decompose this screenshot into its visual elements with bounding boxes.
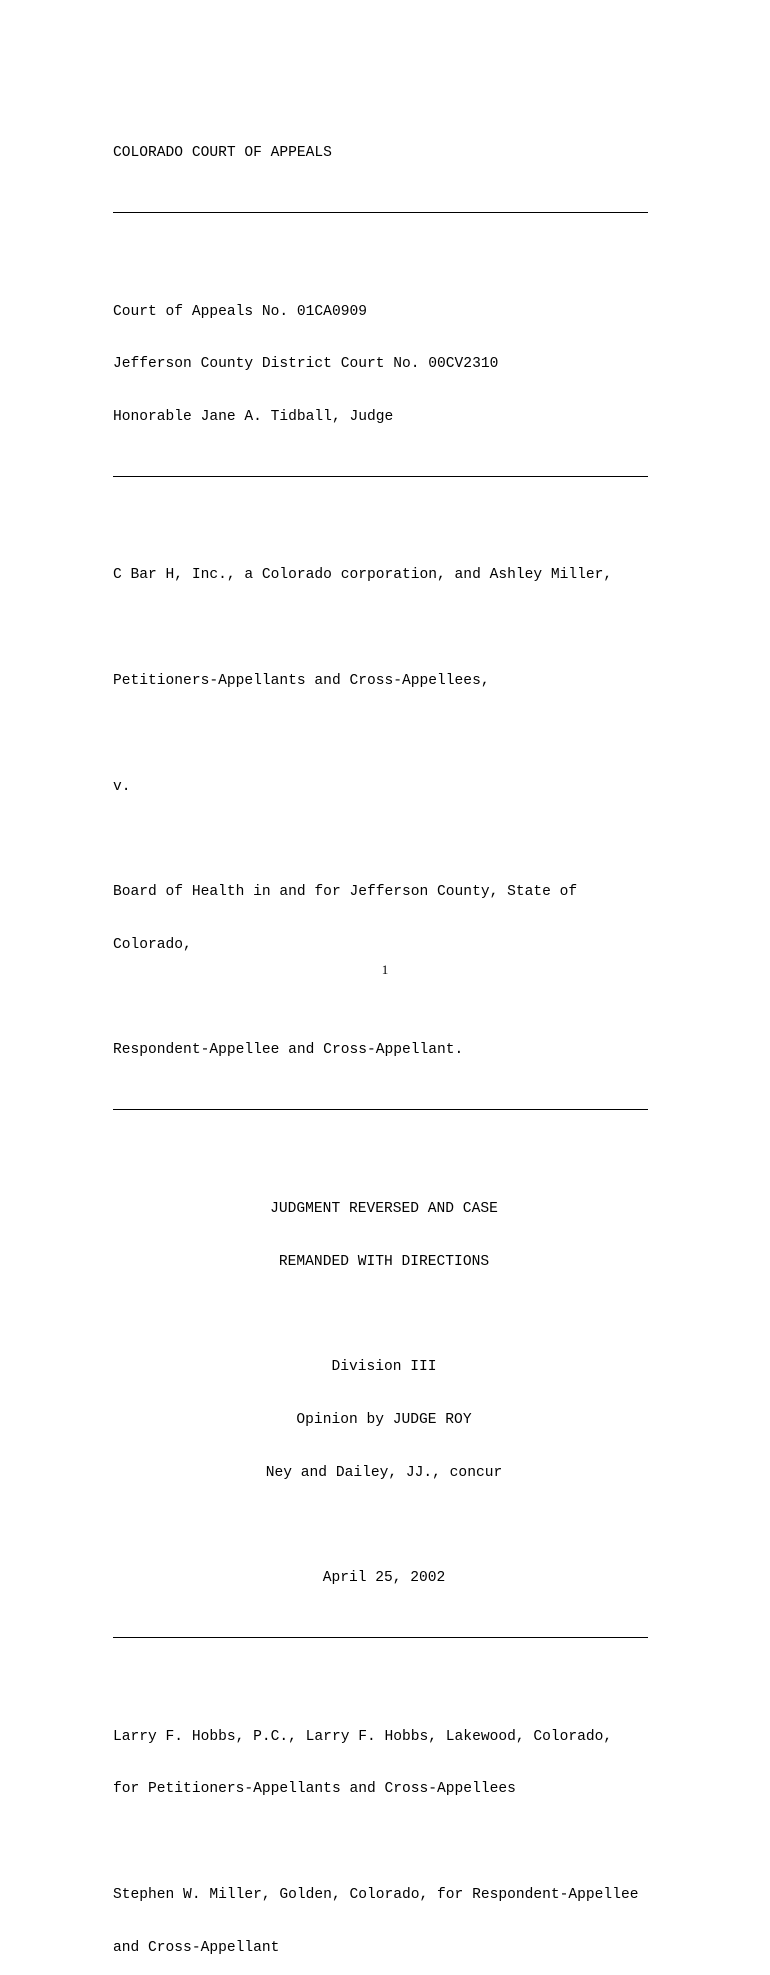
page-number: 1 [381, 962, 389, 977]
decision-date: April 25, 2002 [322, 1570, 446, 1587]
district-court-number: Jefferson County District Court No. 00CV2310 [113, 356, 499, 373]
divider-rule [113, 1623, 673, 1641]
petitioners-counsel-line1: Larry F. Hobbs, P.C., Larry F. Hobbs, Lakewood, Colorado, [113, 1728, 613, 1745]
petitioners-role: Petitioners-Appellants and Cross-Appellees, [113, 673, 490, 689]
divider-rule [113, 462, 673, 480]
disposition-line1: JUDGMENT REVERSED AND CASE [270, 1200, 498, 1217]
trial-judge: Honorable Jane A. Tidball, Judge [113, 409, 394, 426]
concurring-judges: Ney and Dailey, JJ., concur [265, 1464, 503, 1481]
respondent-role: Respondent-Appellee and Cross-Appellant. [113, 1042, 464, 1059]
petitioners-names: C Bar H, Inc., a Colorado corporation, and Ashley Miller, [113, 567, 613, 584]
appeals-case-number: Court of Appeals No. 01CA0909 [113, 303, 367, 320]
division: Division III [331, 1359, 437, 1376]
respondent-counsel-line1: Stephen W. Miller, Golden, Colorado, for Respondent-Appellee [113, 1886, 639, 1903]
opinion-author: Opinion by JUDGE ROY [296, 1411, 472, 1428]
divider-rule [113, 1095, 673, 1113]
opinion-caption-page [113, 110, 673, 1975]
disposition-line2: REMANDED WITH DIRECTIONS [278, 1253, 490, 1270]
respondent-name-line1: Board of Health in and for Jefferson County, State of [113, 884, 578, 901]
versus: v. [113, 778, 131, 795]
respondent-counsel-line2: and Cross-Appellant [113, 1939, 280, 1956]
court-name: COLORADO COURT OF APPEALS [113, 145, 332, 162]
respondent-name-line2: Colorado, [113, 936, 192, 953]
divider-rule [113, 198, 673, 216]
petitioners-counsel-line2: for Petitioners-Appellants and Cross-Appellees [113, 1781, 516, 1798]
